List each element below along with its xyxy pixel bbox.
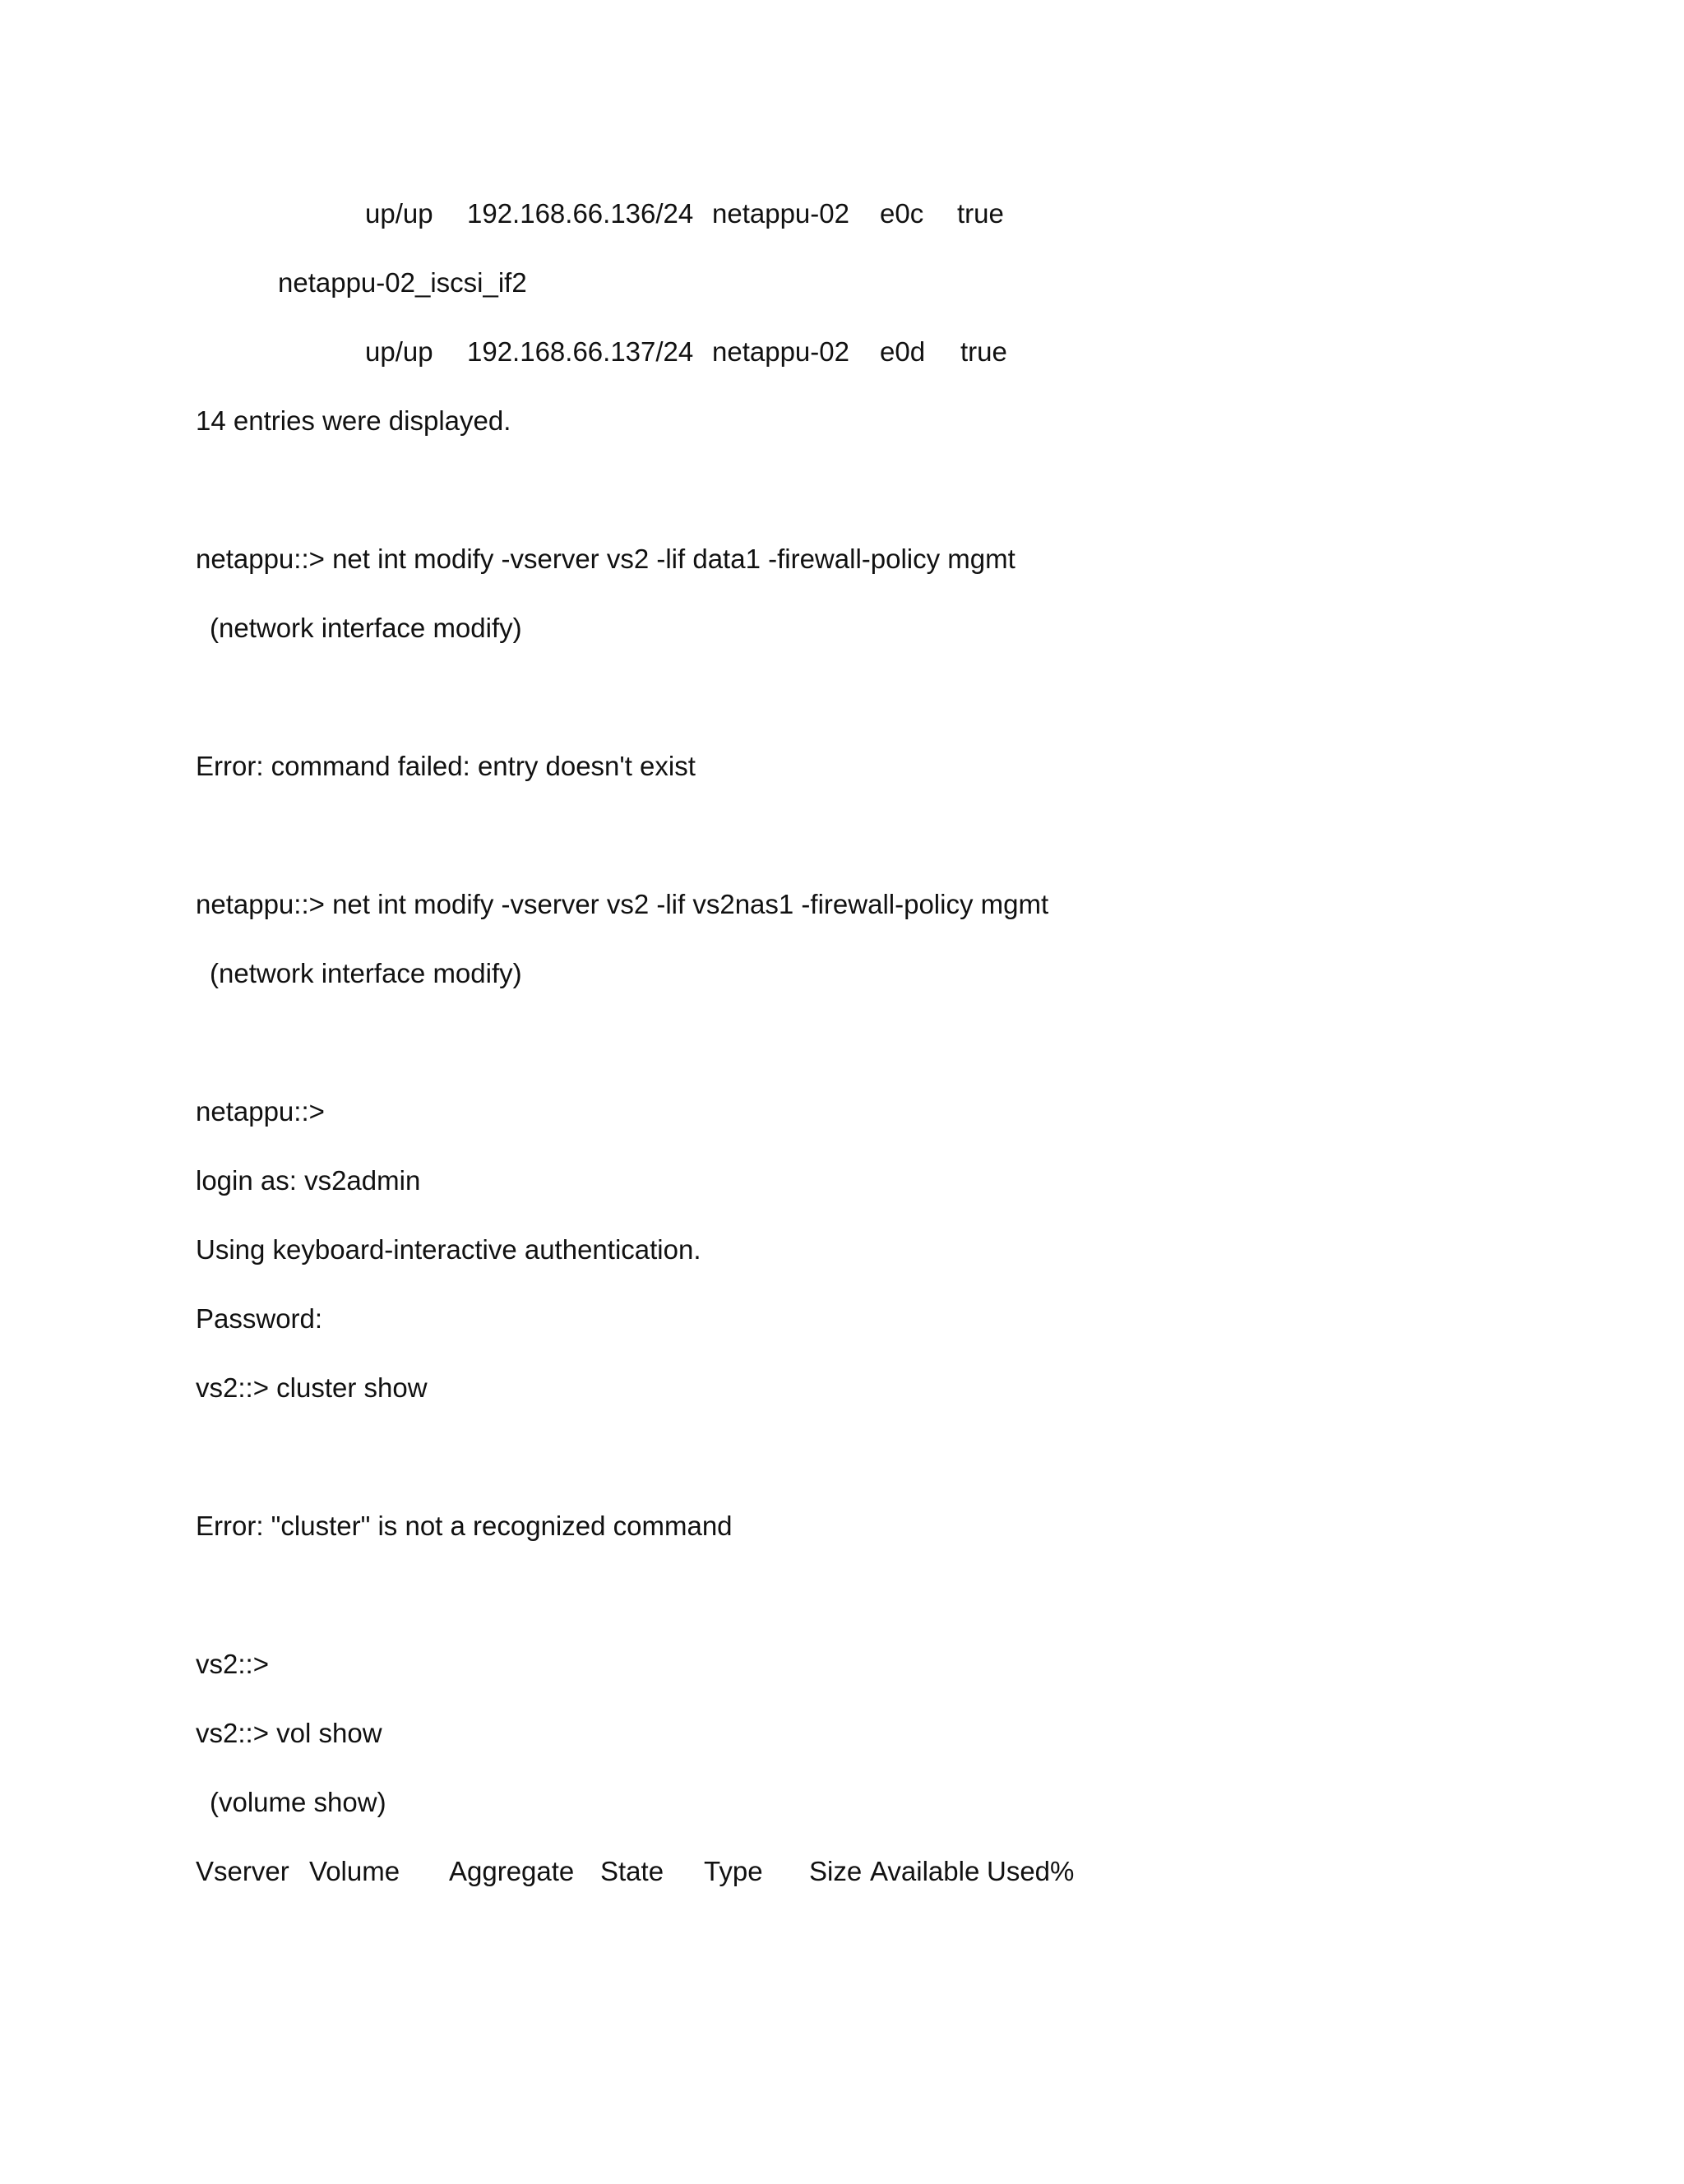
header-state: State: [600, 1856, 664, 1886]
lif-port: e0c: [880, 198, 924, 229]
error-message: Error: command failed: entry doesn't exist: [196, 751, 696, 781]
auth-method-line: Using keyboard-interactive authentication.: [196, 1234, 701, 1265]
lif-node: netappu-02: [712, 198, 849, 229]
lif-address: 192.168.66.137/24: [467, 336, 694, 367]
header-used: Used%: [987, 1856, 1075, 1886]
command-expansion: (volume show): [210, 1787, 386, 1817]
header-type: Type: [704, 1856, 763, 1886]
prompt: netappu::>: [196, 1096, 325, 1127]
lif-home: true: [957, 198, 1004, 229]
header-volume: Volume: [309, 1856, 400, 1886]
command-line: netappu::> net int modify -vserver vs2 -lif data1 -firewall-policy mgmt: [196, 544, 1015, 574]
lif-home: true: [960, 336, 1007, 367]
lif-address: 192.168.66.136/24: [467, 198, 694, 229]
password-prompt: Password:: [196, 1303, 323, 1334]
command-line: vs2::> vol show: [196, 1718, 382, 1748]
command-expansion: (network interface modify): [210, 613, 522, 643]
header-size: Size: [809, 1856, 863, 1886]
error-message: Error: "cluster" is not a recognized command: [196, 1511, 733, 1541]
login-line: login as: vs2admin: [196, 1165, 421, 1196]
command-line: netappu::> net int modify -vserver vs2 -lif vs2nas1 -firewall-policy mgmt: [196, 889, 1049, 919]
header-vserver: Vserver: [196, 1856, 289, 1886]
lif-node: netappu-02: [712, 336, 849, 367]
header-available: Available: [870, 1856, 980, 1886]
volume-table-header: [0, 1855, 1075, 2184]
entries-displayed: 14 entries were displayed.: [196, 405, 511, 436]
command-expansion: (network interface modify): [210, 958, 522, 988]
prompt: vs2::>: [196, 1649, 269, 1679]
header-aggregate: Aggregate: [449, 1856, 575, 1886]
command-line: vs2::> cluster show: [196, 1372, 428, 1403]
lif-status: up/up: [365, 336, 433, 367]
lif-status: up/up: [365, 198, 433, 229]
lif-port: e0d: [880, 336, 926, 367]
lif-name: netappu-02_iscsi_if2: [278, 267, 527, 298]
